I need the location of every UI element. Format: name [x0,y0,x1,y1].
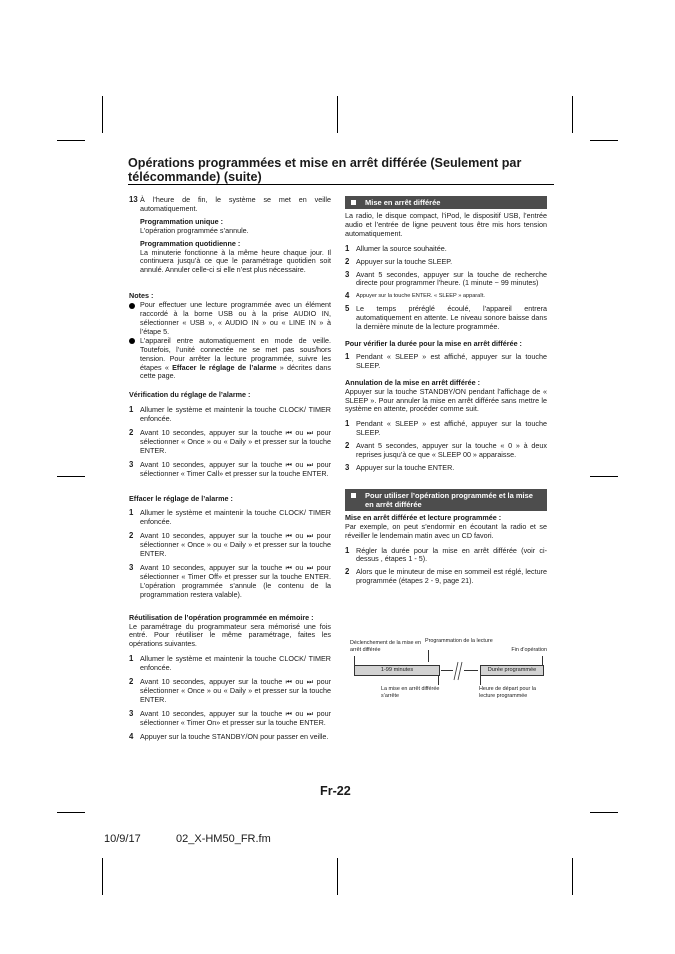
step-item [129,461,331,479]
effacer-heading: Effacer le réglage de l’alarme : [129,493,233,503]
step-number: 4 [129,731,134,741]
step-item [345,464,547,473]
step-number: 3 [345,462,350,472]
label-programmation: Programmation de la lecture [425,638,493,644]
crop-mark [337,858,338,895]
crop-mark [57,812,85,813]
page-number: Fr-22 [320,784,351,798]
step-item [129,655,331,673]
step-item [345,568,547,586]
step-text: Allumer la source souhaitée. [356,243,447,253]
step-item [345,258,547,267]
step-text: Avant 10 secondes, appuyer sur la touche ⏮ ou ⏭ pour sélectionner « Once » ou « Daily » et presser sur la touche ENTER. [140,428,331,455]
step-item [345,547,547,565]
step-item [345,305,547,332]
step-text: Avant 10 secondes, appuyer sur la touche ⏮ ou ⏭ pour sélectionner « Once » ou « Daily » et presser sur la touche ENTER. [140,677,331,704]
step-text: Allumer le système et maintenir la touche CLOCK/ TIMER enfoncée. [140,508,331,527]
step-number: 1 [345,243,350,253]
effacer-steps [129,509,331,599]
note-item [129,301,331,337]
footer-filename: 02_X-HM50_FR.fm [176,833,271,845]
note-text-part: L’appareil entre automatiquement en mode de veille. Toutefois, l’unité connectée ne se met pas sous/hors tension. Pour arrêter la lecture programmée, suivre les étapes « [140,335,331,372]
step-item [345,442,547,460]
note-text: Pour effectuer une lecture programmée avec un élément raccordé à la borne USB ou à la prise AUDIO IN, sélectionner « USB », « AUDIO IN » ou « LINE IN » à l’étape 5. [140,300,331,336]
label-play-start: Heure de départ pour la lecture programmée [479,686,536,699]
programmation-quotidienne-text: La minuterie fonctionne à la même heure chaque jour. Il continuera jusqu’à ce que le paramétrage quotidien soit annulé. Annuler celle-ci si elle n’est plus nécessaire. [140,247,331,275]
step-number: 3 [129,708,134,718]
crop-mark [572,96,573,133]
step-number: 1 [345,419,350,429]
page-title: Opérations programmées et mise en arrêt différée (Seulement par télécommande) (suite) [128,156,522,184]
tick-line [438,676,439,685]
step-item [129,564,331,600]
step-text: Appuyer sur la touche ENTER. « SLEEP » apparaît. [356,293,485,300]
gap-line [464,670,478,671]
lecture-programmee-text: Par exemple, on peut s’endormir en écoutant la radio et se réveiller le lendemain matin avec un CD favori. [345,521,547,540]
programmation-quotidienne-heading: Programmation quotidienne : [140,238,241,248]
step-item [129,429,331,456]
square-icon [351,493,356,498]
section-intro: La radio, le disque compact, l’iPod, le dispositif USB, l’entrée audio et l’entrée de ligne peuvent tous être mis hors tension automatiquement. [345,211,547,238]
tick-line [542,656,543,665]
step-item [345,292,547,301]
notes-heading: Notes : [129,291,154,301]
annulation-steps [345,420,547,473]
note-text [140,337,331,382]
footer-date: 10/9/17 [104,833,141,845]
break-icon [451,661,465,681]
step-text: Le temps préréglé écoulé, l’appareil entrera automatiquement en attente. Le niveau sonore baisse dans la dernière minute de la lecture programmée. [356,304,547,332]
lecture-programmee-heading: Mise en arrêt différée et lecture programmée : [345,512,502,522]
tick-line [354,656,355,665]
title-rule [128,184,554,185]
step-text: Pendant « SLEEP » est affiché, appuyer sur la touche SLEEP. [356,351,547,370]
reutilisation-text: Le paramétrage du programmateur sera mémorisé une fois entré. Pour réutiliser le même paramétrage, faites les opérations suivantes. [129,621,331,649]
annulation-text: Appuyer sur la touche STANDBY/ON pendant l’affichage de « SLEEP ». Pour annuler la mise en arrêt différée sans mettre le système en attente, procéder comme suit. [345,386,547,414]
crop-mark [57,476,85,477]
step-text: Pendant « SLEEP » est affiché, appuyer sur la touche SLEEP. [356,419,547,438]
step-item [129,509,331,527]
reutilisation-heading: Réutilisation de l’opération programmée en mémoire : [129,612,314,622]
step-number: 1 [129,405,134,415]
reutilisation-steps [129,655,331,741]
step-text: Appuyer sur la touche ENTER. [356,462,455,472]
step-number: 4 [345,291,350,301]
step-item [129,532,331,559]
step-text: Avant 10 secondes, appuyer sur la touche ⏮ ou ⏭ pour sélectionner « Timer Call» et presser sur la touche ENTER. [140,459,331,478]
step-text: Avant 5 secondes, appuyer sur la touche de recherche directe pour programmer l’heure. (1 minute ~ 99 minutes) [356,269,547,288]
step-number: 1 [345,351,350,361]
crop-mark [102,858,103,895]
step-item [345,271,547,289]
label-sleep-end: La mise en arrêt différée s’arrête [381,686,440,699]
programmation-unique-heading: Programmation unique : [140,216,224,226]
section1-steps [345,245,547,332]
verification-heading: Vérification du réglage de l’alarme : [129,390,251,400]
step-item [129,710,331,728]
step-text: Alors que le minuteur de mise en sommeil est réglé, lecture programmée (étapes 2 - 9, page 21). [356,567,547,586]
step-text: Avant 5 secondes, appuyer sur la touche « 0 » à deux reprises jusqu’à ce que « SLEEP 00 » apparaisse. [356,441,547,460]
verifier-duree-heading: Pour vérifier la durée pour la mise en arrêt différée : [345,338,522,348]
step-number: 13 [129,195,138,204]
step-text: Régler la durée pour la mise en arrêt différée (voir ci-dessus , étapes 1 - 5). [356,545,547,564]
step-text: Appuyer sur la touche SLEEP. [356,256,453,266]
step-number: 2 [345,567,350,577]
verification-steps [129,406,331,478]
square-icon [351,200,356,205]
step-text: Avant 10 secondes, appuyer sur la touche ⏮ ou ⏭ pour sélectionner « Timer Off» et presser sur la touche ENTER. L’opération programmée s’annule (le contenu de la programmation restera valable). [140,563,331,599]
step-number: 2 [129,428,134,438]
step-number: 2 [129,677,134,687]
step-number: 2 [345,256,350,266]
crop-mark [337,96,338,133]
tick-line [428,650,429,662]
step-item [345,420,547,438]
step-number: 2 [345,441,350,451]
section2-steps [345,547,547,587]
bullet-icon [129,338,135,344]
step-text: Allumer le système et maintenir la touche CLOCK/ TIMER enfoncée. [140,654,331,673]
section-header-operation-programmee [345,489,547,511]
crop-mark [590,476,618,477]
note-text-part: » décrites dans cette page. [140,362,332,381]
bullet-icon [129,303,135,309]
step-text: Allumer le système et maintenir la touche CLOCK/ TIMER enfoncée. [140,405,331,424]
step-item [345,353,547,371]
step-number: 3 [345,269,350,279]
step-item [129,678,331,705]
programmed-duration-box: Durée programmée [480,665,544,676]
step-number: 1 [129,654,134,664]
crop-mark [572,858,573,895]
crop-mark [590,812,618,813]
left-column [129,196,331,742]
sleep-duration-box: 1-99 minutes [354,665,440,676]
label-end: Fin d’opération [511,647,547,653]
step-number: 5 [345,304,350,314]
step-text: Avant 10 secondes, appuyer sur la touche ⏮ ou ⏭ pour sélectionner « Timer On» et presser sur la touche ENTER. [140,708,331,727]
verifier-steps [345,353,547,371]
tick-line [480,676,481,685]
right-column [345,196,547,586]
step-number: 1 [129,508,134,518]
step-number: 1 [345,545,350,555]
step-number: 2 [129,531,134,541]
step-item [129,733,331,742]
annulation-heading: Annulation de la mise en arrêt différée : [345,377,480,387]
step-number: 3 [129,563,134,572]
crop-mark [102,96,103,133]
step-item [129,406,331,424]
step-item [345,245,547,254]
step-number: 3 [129,459,134,469]
section-header-mise-en-arret [345,196,547,209]
step-13 [129,196,331,214]
section-title: Mise en arrêt différée [365,198,441,207]
label-start: Déclenchement de la mise en arrêt différée [350,640,422,653]
step-text: Appuyer sur la touche STANDBY/ON pour passer en veille. [140,731,329,741]
timing-diagram [345,636,547,736]
programmation-unique-text: L’opération programmée s’annule. [140,225,249,235]
section-title: Pour utiliser l’opération programmée et la mise en arrêt différée [365,490,533,509]
step-text: Avant 10 secondes, appuyer sur la touche ⏮ ou ⏭ pour sélectionner « Once » ou « Daily » et presser sur la touche ENTER. [140,531,331,559]
note-item [129,337,331,382]
note-text-bold: Effacer le réglage de l’alarme [172,362,277,372]
crop-mark [57,140,85,141]
step-text: À l’heure de fin, le système se met en veille automatiquement. [140,195,331,213]
crop-mark [590,140,618,141]
